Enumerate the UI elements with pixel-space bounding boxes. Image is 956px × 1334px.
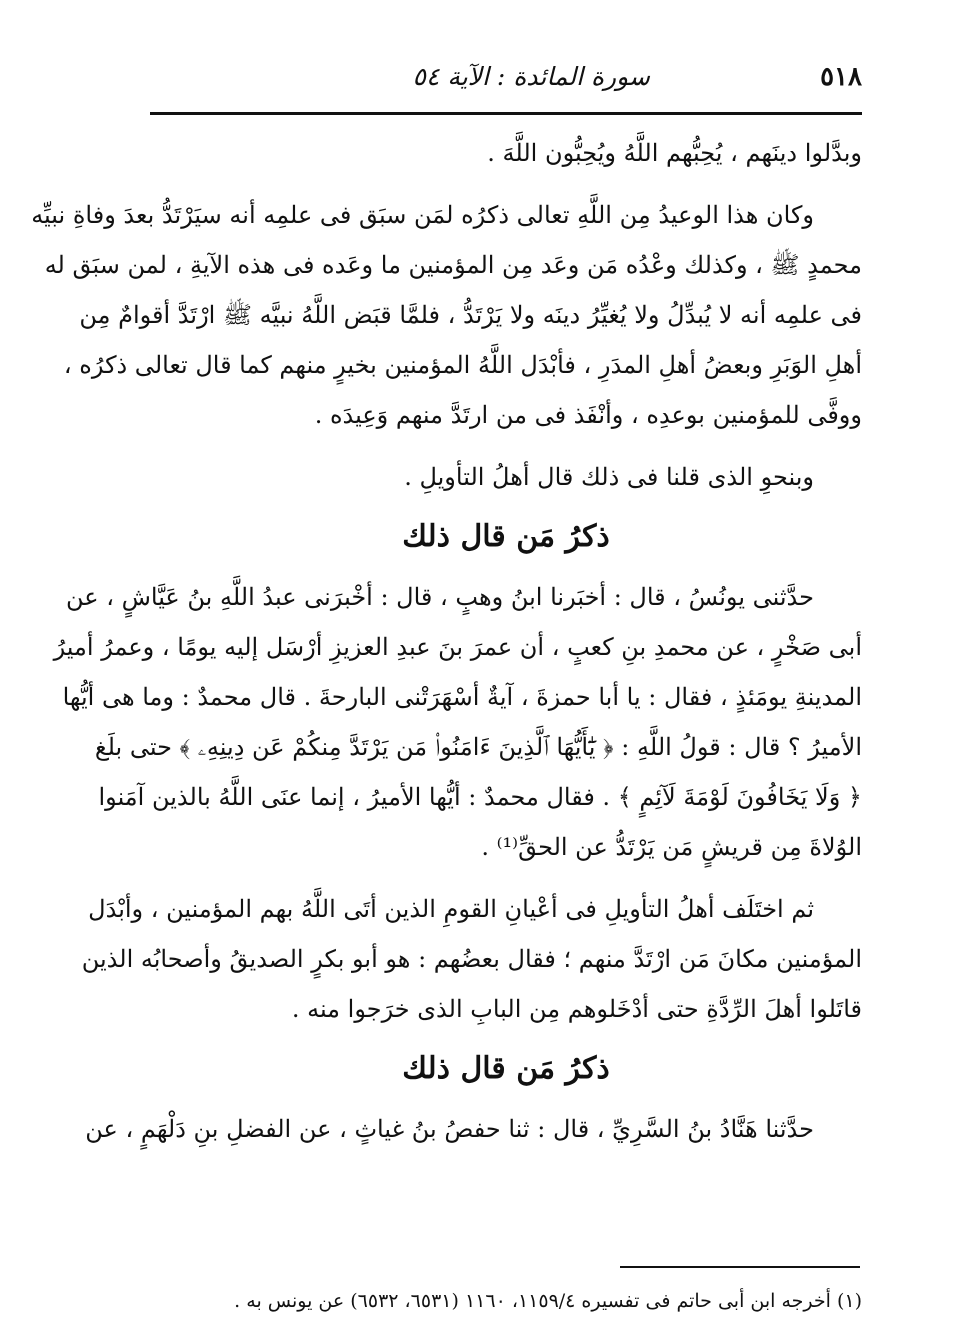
text-line: المدينةِ يومَئذٍ ، فقال : يا أبا حمزةَ ، آيةٌ أسْهَرَتْنى البارحةَ . قال محمدٌ : وما هى أيُّها xyxy=(62,683,862,711)
text-line: الأميرُ ؟ قال : قولُ اللَّهِ : ﴿ يَٰٓأَيُّهَا ٱلَّذِينَ ءَامَنُوا۟ مَن يَرْتَدَّ مِنكُمْ عَن دِينِهِۦ ﴾ حتى بلَغ xyxy=(94,733,862,761)
page-header xyxy=(150,58,862,102)
text-line: أهلِ الوَبَرِ وبعضُ أهلِ المدَرِ ، فأبْدَل اللَّهُ المؤمنين بخيرٍ منهم كما قال تعالى ذكرُه ، xyxy=(63,351,862,379)
section-heading: ذكرُ مَن قال ذلك xyxy=(402,519,610,554)
page-body xyxy=(31,128,862,1154)
text-line: فى علمِه أنه لا يُبدِّلُ ولا يُغيِّرُ دينَه ولا يَرْتَدُّ ، فلمَّا قبَض اللَّهُ نبيَّه ﷺ ارْتَدَّ أقوامٌ مِن xyxy=(79,301,862,329)
text-line: محمدٍ ﷺ ، وكذلك وعْدُه مَن وعَد مِن المؤمنين ما وعَده فى هذه الآيةِ ، لمن سبَق له xyxy=(44,251,862,279)
text-line: وبدَّلوا دينَهم ، يُحِبُّهم اللَّهُ ويُحِبُّون اللَّهَ . xyxy=(487,139,862,167)
text-line: وكان هذا الوعيدُ مِن اللَّهِ تعالى ذكرُه لمَن سبَق فى علمِه أنه سيَرْتَدُّ بعدَ وفاةِ نبيِّه xyxy=(31,201,814,229)
footnote-rule xyxy=(620,1266,860,1268)
section-heading: ذكرُ مَن قال ذلك xyxy=(402,1051,610,1086)
running-title: سورة المائدة : الآية ٥٤ xyxy=(412,62,650,91)
footnote: (١) أخرجه ابن أبى حاتم فى تفسيره ١١٥٩/٤، ١١٦٠ (٦٥٣١، ٦٥٣٢) عن يونس به . xyxy=(234,1290,862,1312)
text-line: حدَّثنى يونُسُ ، قال : أخبَرنا ابنُ وهبٍ ، قال : أخْبرَنى عبدُ اللَّهِ بنُ عَيَّاشٍ ، عن xyxy=(65,583,814,611)
text-line: حدَّثنا هَنَّادُ بنُ السَّرِيِّ ، قال : ثنا حفصُ بنُ غياثٍ ، عن الفضلِ بنِ دَلْهَمٍ ، عن xyxy=(85,1115,814,1143)
text-line: ووفَّى للمؤمنين بوعدِه ، وأنْفَذ فى من ارتَدَّ منهم وَعِيدَه . xyxy=(314,401,862,429)
text-line: أبى صَخْرٍ ، عن محمدِ بنِ كعبٍ ، أن عمرَ بنَ عبدِ العزيزِ أرْسَل إليه يومًا ، وعمرُ أميرُ xyxy=(53,633,862,661)
text-line: ﴿ وَلَا يَخَافُونَ لَوْمَةَ لَآئِمٍ ﴾ . فقال محمدٌ : أيُّها الأميرُ ، إنما عنَى اللَّهُ بالذين آمَنوا xyxy=(98,783,862,811)
text-line: وبنحوِ الذى قلنا فى ذلك قال أهلُ التأويلِ . xyxy=(404,463,814,491)
text-line: الوُلاةَ مِن قريشٍ مَن يَرْتَدُّ عن الحقِّ⁽¹⁾ . xyxy=(481,833,862,861)
page-number: ٥١٨ xyxy=(820,62,862,92)
header-rule xyxy=(150,112,862,115)
text-line: المؤمنين مكانَ مَن ارْتَدَّ منهم ؛ فقال بعضُهم : هو أبو بكرٍ الصديقُ وأصحابُه الذين xyxy=(81,945,862,973)
text-line: قاتَلوا أهلَ الرِّدَّةِ حتى أدْخَلوهم مِن البابِ الذى خرَجوا منه . xyxy=(291,995,862,1023)
text-line: ثم اختَلَف أهلُ التأويلِ فى أعْيانِ القومِ الذين أتَى اللَّهُ بهم المؤمنين ، وأبْدَل xyxy=(88,895,814,923)
